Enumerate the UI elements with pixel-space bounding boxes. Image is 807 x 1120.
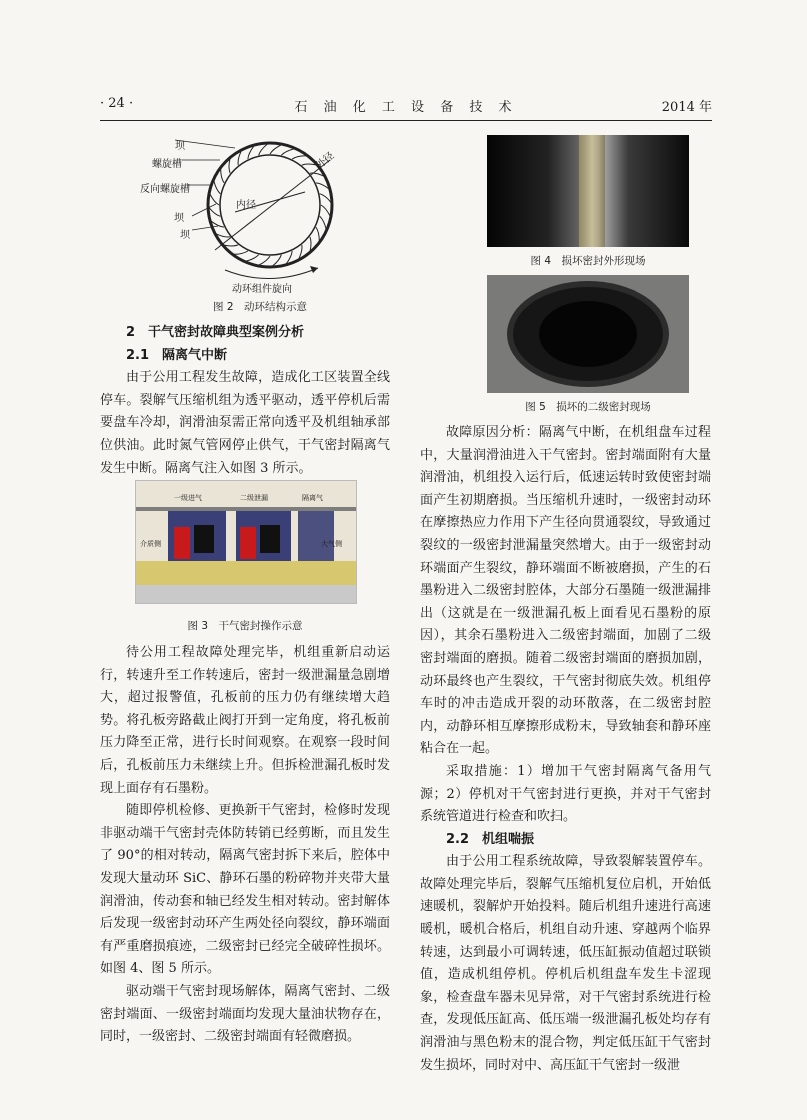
- spiral-groove-line: [292, 156, 306, 159]
- spiral-groove-line: [259, 256, 270, 265]
- spiral-groove-line: [214, 181, 220, 194]
- shaft-sleeve: [136, 561, 356, 585]
- paragraph: 采取措施：1）增加干气密封隔离气备用气源；2）停机对干气密封进行更换，并对干气密封系统管道进行检查和吹扫。: [420, 763, 711, 825]
- spiral-groove-line: [316, 227, 319, 241]
- paragraph: 随即停机检修、更换新干气密封，检修时发现非驱动端干气密封壳体防转销已经剪断，而且发生了 90°的相对转动，隔离气密封拆下来后，腔体中发现大量动环 SiC、静环石墨的粉碎物并夹带大量润滑油，传动套和轴已经发生相对转动。密封解体后发现一级密封动环产生两处径向裂纹，静环端面有严重磨损痕迹，二级密封已经完全破碎性损坏。如图 4、图 5 所示。: [100, 803, 390, 977]
- label-atmosphere-side: 大气侧: [321, 540, 342, 548]
- figure-5-photo: [487, 275, 689, 393]
- separation-seal-block: [298, 511, 334, 561]
- left-column: [100, 322, 390, 480]
- spiral-groove-line: [221, 169, 224, 183]
- figure-3-caption: 图 3 干气密封操作示意: [187, 620, 303, 632]
- housing: [136, 507, 356, 511]
- spiral-groove-line: [216, 234, 230, 237]
- paragraph: 待公用工程故障处理完毕，机组重新启动运行，转速升至工作转速后，密封一级泄漏量急剧增大，超过报警值，孔板前的压力仍有继续增大趋势。将孔板旁路截止阀打开到一定角度，将孔板前压力降至正常，进行长时间观察。在观察一段时间后，孔板前压力未继续上升。但拆检泄漏孔板时发现上面存有石墨粉。: [100, 645, 390, 796]
- label-dam-3: 坝: [180, 230, 190, 241]
- spiral-groove-line: [210, 194, 219, 205]
- paragraph: 由于公用工程发生故障，造成化工区装置全线停车。裂解气压缩机组为透平驱动，透平停机后需要盘车冷却，润滑油泵需正常向透平及机组轴承部位供油。此时氮气管网停止供气，干气密封隔离气发生中断。隔离气注入如图 3 所示。: [100, 370, 390, 476]
- paragraph: 驱动端干气密封现场解体，隔离气密封、二级密封端面、一级密封端面均发现大量油状物存在，同时，一级密封、二级密封端面有轻微磨损。: [100, 983, 390, 1045]
- rotating-ring-1: [174, 527, 190, 559]
- spiral-groove-line: [299, 245, 302, 259]
- right-column: [420, 422, 711, 1077]
- stationary-ring-1: [194, 525, 214, 553]
- section-2-heading: 2 干气密封故障典型案例分析: [126, 325, 305, 340]
- label-spiral-groove: 螺旋槽: [152, 159, 182, 170]
- figure-5-caption: 图 5 损坏的二级密封现场: [525, 401, 651, 413]
- spiral-groove-line: [281, 149, 294, 155]
- label-reverse-spiral-groove: 反向螺旋槽: [140, 184, 190, 195]
- rotating-ring-2: [240, 527, 256, 559]
- label-primary-inlet: 一级进气: [174, 494, 202, 502]
- spiral-groove-line: [224, 245, 238, 246]
- label-process-side: 介质侧: [140, 540, 161, 548]
- label-inner-diameter: 内径: [236, 200, 256, 211]
- spiral-groove-line: [273, 255, 282, 266]
- page-number: · 24 ·: [100, 96, 134, 111]
- running-header: [100, 96, 712, 116]
- spiral-groove-line: [238, 151, 241, 165]
- label-outer-diameter: 外径: [314, 150, 337, 172]
- spiral-groove-line: [229, 159, 230, 173]
- label-dam: 坝: [175, 141, 185, 152]
- section-2-2-heading: 2.2 机组喘振: [446, 831, 535, 847]
- figure-4-photo: [487, 135, 689, 247]
- spiral-groove-line: [310, 237, 311, 251]
- stationary-ring-2: [260, 525, 280, 553]
- spiral-groove-line: [320, 194, 331, 203]
- spiral-groove-line: [234, 251, 248, 254]
- label-secondary-leak: 二级泄漏: [240, 494, 268, 502]
- label-rotation-direction: 动环组件旋向: [232, 284, 292, 295]
- spiral-groove-line: [259, 144, 268, 155]
- spiral-groove-line: [246, 255, 259, 261]
- paragraph: 由于公用工程系统故障，导致裂解装置停车。故障处理完毕后，裂解气压缩机复位启机，开始低速暖机，裂解炉开始投料。随后机组升速进行高速暖机，暖机合格后，机组自动升速、穿越两个临界转速，达到最小可调转速，低压缸振动值超过联锁值，造成机组停机。停机后机组盘车发生卡涩现象，检查盘车器未见异常，对干气密封系统进行检查，发现低压缸高、低压端一级泄漏孔板处均存有润滑油与黑色粉末的混合物，判定低压缸干气密封发生损坏，同时对中、高压缸干气密封一级泄: [420, 854, 711, 1073]
- journal-title: 石 油 化 工 设 备 技 术: [294, 100, 518, 115]
- figure-2-caption: 图 2 动环结构示意: [212, 301, 308, 313]
- spiral-groove-line: [209, 208, 220, 217]
- paragraph: 故障原因分析：隔离气中断，在机组盘车过程中，大量润滑油进入干气密封。密封端面附有大量润滑油，机组投入运行后，低速运转时致使密封端面产生初期磨损。当压缩机升速时，一级密封动环在摩擦热应力作用下产生径向贯通裂纹，导致通过裂纹的一级密封泄漏量突然增大。由于一级密封动环端面产生裂纹，静环端面不断被磨损，产生的石墨粉进入二级密封腔体，大部分石墨随一级泄漏排出（这就是在一级泄漏孔板上面看见石墨粉的原因），其余石墨粉进入二级密封端面，加剧了二级密封端面的磨损。随着二级密封端面的磨损加剧，动环最终也产生裂纹，干气密封彻底失效。机组停车时的冲击造成开裂的动环散落，在二级密封腔内，动静环相互摩擦形成粉末，导致轴套和静环座粘合在一起。: [420, 425, 711, 757]
- section-2-1-heading: 2.1 隔离气中断: [126, 347, 228, 363]
- issue-year: 2014 年: [661, 100, 712, 115]
- figure-3-seal-diagram: [135, 480, 357, 604]
- spiral-groove-line: [320, 216, 326, 229]
- label-separation-gas: 隔离气: [302, 494, 323, 502]
- label-dam-2: 坝: [174, 213, 184, 224]
- header-rule: [100, 120, 712, 121]
- left-column-continued: [100, 642, 390, 1049]
- figure-4-caption: 图 4 损坏密封外形现场: [530, 255, 646, 267]
- shaft: [136, 585, 356, 603]
- spiral-groove-line: [270, 145, 281, 154]
- spiral-groove-line: [321, 205, 330, 216]
